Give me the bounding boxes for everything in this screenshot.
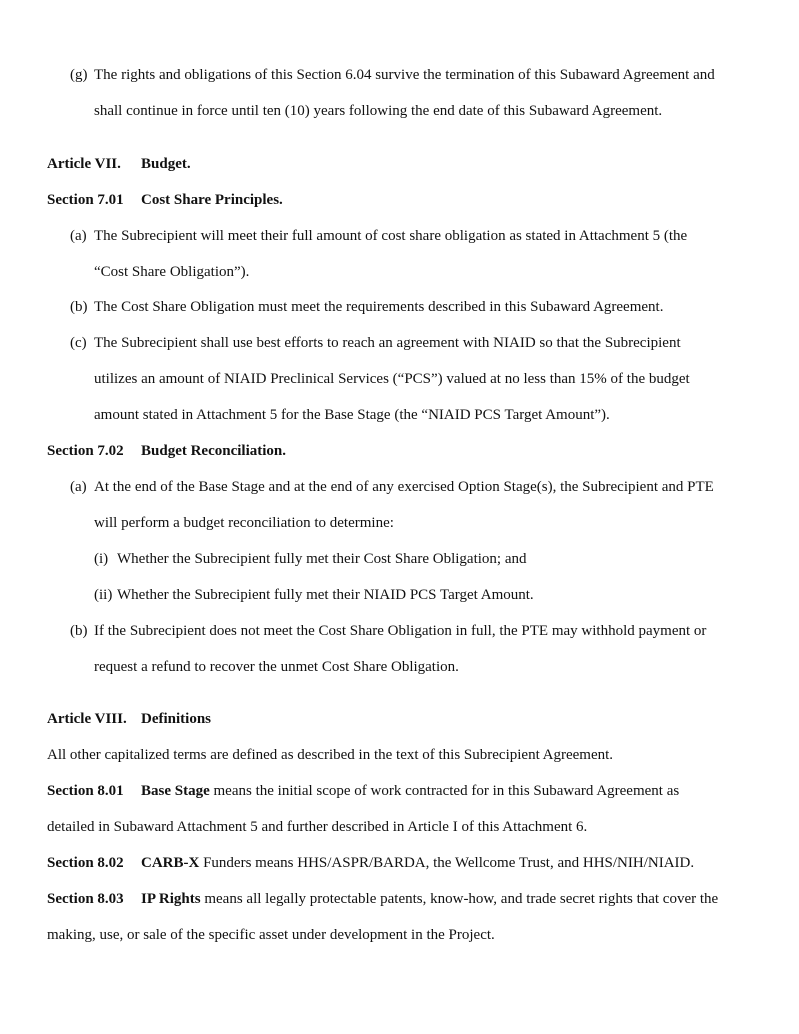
item-b-line-2: request a refund to recover the unmet Cost Share Obligation. (94, 659, 459, 675)
article-title: Budget. (141, 156, 191, 172)
definition-8-03-line-1 (47, 890, 718, 908)
item-marker: (b) (70, 623, 88, 639)
definition-8-02-line-1 (47, 854, 694, 872)
defined-term: Base Stage (141, 783, 210, 799)
subitem-text: Whether the Subrecipient fully met their Cost Share Obligation; and (117, 551, 527, 567)
article-heading (47, 710, 211, 728)
item-marker: (g) (70, 67, 88, 83)
section-label: Section 7.01 (47, 192, 124, 208)
article-title: Definitions (141, 711, 212, 727)
definition-8-01-line-1 (47, 782, 679, 800)
item-c-line-2: utilizes an amount of NIAID Preclinical Services (“PCS”) valued at no less than 15% of the budget (94, 371, 690, 387)
definition-8-03-line-2: making, use, or sale of the specific asset under development in the Project. (47, 927, 495, 943)
item-b-line-1 (70, 622, 706, 640)
item-g-line-2: shall continue in force until ten (10) years following the end date of this Subaward Agreement. (94, 103, 663, 119)
item-g-line-1 (70, 66, 715, 84)
definition-text: means the initial scope of work contracted for in this Subaward Agreement as (209, 783, 680, 799)
section-title: Budget Reconciliation. (141, 443, 286, 459)
item-marker: (b) (70, 299, 88, 315)
subitem-i (94, 550, 526, 568)
definitions-intro: All other capitalized terms are defined as described in the text of this Subrecipient Agreement. (47, 747, 614, 763)
subitem-text: Whether the Subrecipient fully met their NIAID PCS Target Amount. (117, 587, 534, 603)
subitem-ii (94, 586, 534, 604)
item-a-line-1 (70, 227, 687, 245)
section-label: Section 8.02 (47, 855, 124, 871)
definition-8-01-line-2: detailed in Subaward Attachment 5 and further described in Article I of this Attachment 6. (47, 819, 588, 835)
item-text: The rights and obligations of this Section 6.04 survive the termination of this Subaward Agreement and (94, 67, 715, 83)
article-label: Article VIII. (47, 711, 127, 727)
item-text: The Cost Share Obligation must meet the requirements described in this Subaward Agreement. (94, 299, 664, 315)
defined-term: CARB-X (141, 855, 200, 871)
item-a-line-2: will perform a budget reconciliation to determine: (94, 515, 394, 531)
article-label: Article VII. (47, 156, 121, 172)
section-label: Section 7.02 (47, 443, 124, 459)
item-a-line-1 (70, 478, 714, 496)
section-heading (47, 191, 283, 209)
item-text: At the end of the Base Stage and at the end of any exercised Option Stage(s), the Subrecipient and PTE (94, 479, 714, 495)
item-text: The Subrecipient will meet their full amount of cost share obligation as stated in Attachment 5 (the (94, 228, 688, 244)
subitem-marker: (i) (94, 551, 109, 567)
item-marker: (c) (70, 335, 87, 351)
definition-text: means all legally protectable patents, know-how, and trade secret rights that cover the (200, 891, 719, 907)
item-c-line-1 (70, 334, 681, 352)
subitem-marker: (ii) (94, 587, 113, 603)
item-c-line-3: amount stated in Attachment 5 for the Base Stage (the “NIAID PCS Target Amount”). (94, 407, 610, 423)
item-text: If the Subrecipient does not meet the Cost Share Obligation in full, the PTE may withhold payment or (94, 623, 707, 639)
item-marker: (a) (70, 228, 87, 244)
section-heading (47, 442, 286, 460)
section-label: Section 8.03 (47, 891, 124, 907)
section-label: Section 8.01 (47, 783, 124, 799)
item-marker: (a) (70, 479, 87, 495)
item-text: The Subrecipient shall use best efforts to reach an agreement with NIAID so that the Subrecipient (94, 335, 681, 351)
item-a-line-2: “Cost Share Obligation”). (94, 264, 250, 280)
section-title: Cost Share Principles. (141, 192, 283, 208)
definition-text: Funders means HHS/ASPR/BARDA, the Wellcome Trust, and HHS/NIH/NIAID. (199, 855, 695, 871)
defined-term: IP Rights (141, 891, 201, 907)
article-heading (47, 155, 191, 173)
item-b-line-1 (70, 298, 663, 316)
